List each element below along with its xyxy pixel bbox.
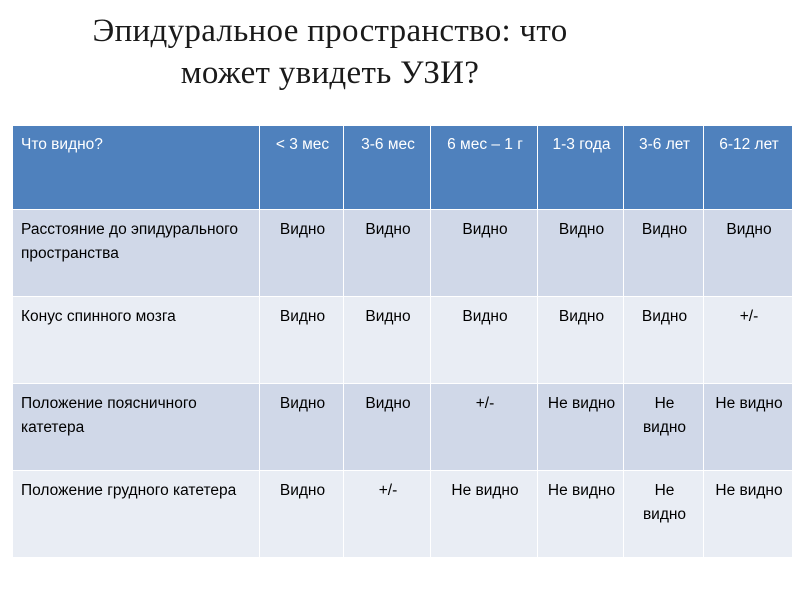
table-row [13, 210, 793, 297]
table-cell: Видно [260, 210, 344, 297]
table-cell: Не видно [704, 471, 793, 558]
table-cell: +/- [431, 384, 538, 471]
table-cell: +/- [344, 471, 431, 558]
row-label: Положение грудного катетера [13, 471, 260, 558]
table-cell: Видно [624, 297, 704, 384]
row-label: Положение поясничного катетера [13, 384, 260, 471]
table-cell: Видно [624, 210, 704, 297]
column-header-6-months-1-year: 6 мес – 1 г [431, 126, 538, 210]
slide-title-line-1: Эпидуральное пространство: что [92, 13, 568, 49]
table-cell: Не видно [704, 384, 793, 471]
column-header-under-3-months: < 3 мес [260, 126, 344, 210]
table-cell: Видно [538, 297, 624, 384]
table-header-row [13, 126, 793, 210]
column-header-6-12-years: 6-12 лет [704, 126, 793, 210]
table-cell: Видно [431, 297, 538, 384]
table-cell: Видно [344, 297, 431, 384]
row-label: Конус спинного мозга [13, 297, 260, 384]
table-cell: Не видно [431, 471, 538, 558]
table-cell: Видно [260, 471, 344, 558]
table-row [13, 297, 793, 384]
table-cell: Видно [260, 297, 344, 384]
column-header-3-6-months: 3-6 мес [344, 126, 431, 210]
table-cell: Видно [704, 210, 793, 297]
table-cell: Не видно [624, 384, 704, 471]
table-cell: Не видно [538, 471, 624, 558]
table-cell: Видно [431, 210, 538, 297]
column-header-what-visible: Что видно? [13, 126, 260, 210]
slide-title-line-2: может увидеть УЗИ? [180, 55, 480, 91]
table-cell: Видно [260, 384, 344, 471]
column-header-3-6-years: 3-6 лет [624, 126, 704, 210]
table-cell: Видно [538, 210, 624, 297]
table-row [13, 471, 793, 558]
table-cell: Не видно [538, 384, 624, 471]
table-cell: Видно [344, 210, 431, 297]
table-cell: Видно [344, 384, 431, 471]
slide-title [20, 10, 640, 94]
table-cell: +/- [704, 297, 793, 384]
row-label: Расстояние до эпидурального пространства [13, 210, 260, 297]
column-header-1-3-years: 1-3 года [538, 126, 624, 210]
table-cell: Не видно [624, 471, 704, 558]
ultrasound-visibility-table [12, 125, 793, 558]
table-row [13, 384, 793, 471]
